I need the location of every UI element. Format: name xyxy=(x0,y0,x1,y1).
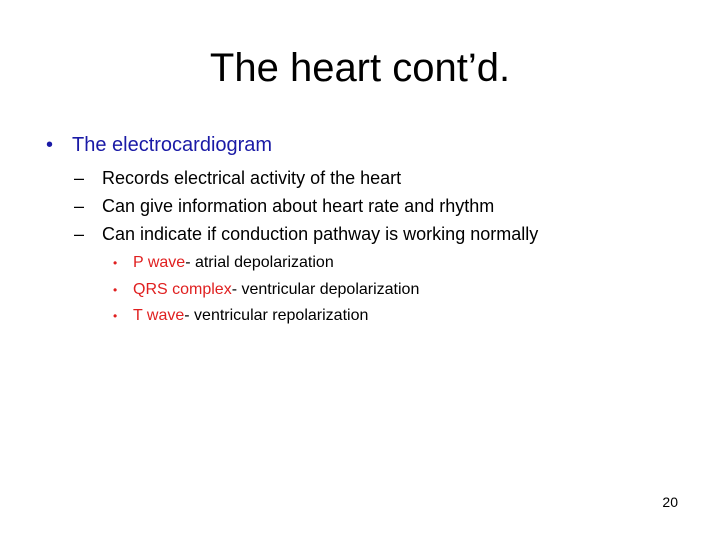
wave-description: - ventricular depolarization xyxy=(231,280,420,298)
subbullet-item xyxy=(74,220,538,248)
subbullet-list xyxy=(74,164,538,248)
wave-list xyxy=(113,250,419,330)
bullet-level1-text: The electrocardiogram xyxy=(72,134,273,156)
wave-term: QRS complex xyxy=(133,280,232,298)
wave-item xyxy=(113,250,419,277)
subbullet-text: Can give information about heart rate and rhythm xyxy=(102,196,495,216)
wave-term: P wave xyxy=(133,254,186,271)
bullet-icon: • xyxy=(113,282,118,297)
wave-item xyxy=(113,277,419,304)
wave-description: - ventricular repolarization xyxy=(184,307,369,324)
dash-icon: – xyxy=(74,168,85,188)
subbullet-text: Records electrical activity of the heart xyxy=(102,168,402,188)
subbullet-text: Can indicate if conduction pathway is working normally xyxy=(102,224,539,244)
dash-icon: – xyxy=(74,196,85,216)
dash-icon: – xyxy=(74,224,85,244)
wave-term: T wave xyxy=(133,307,185,324)
slide-title: The heart cont’d. xyxy=(209,46,511,90)
wave-item xyxy=(113,303,419,330)
wave-description: - atrial depolarization xyxy=(185,254,334,271)
bullet-icon: • xyxy=(113,256,118,270)
subbullet-item xyxy=(74,192,538,220)
page-number: 20 xyxy=(662,494,678,510)
bullet-icon: • xyxy=(46,134,54,156)
bullet-icon: • xyxy=(113,309,118,323)
bullet-level1 xyxy=(46,132,272,158)
subbullet-item xyxy=(74,164,538,192)
